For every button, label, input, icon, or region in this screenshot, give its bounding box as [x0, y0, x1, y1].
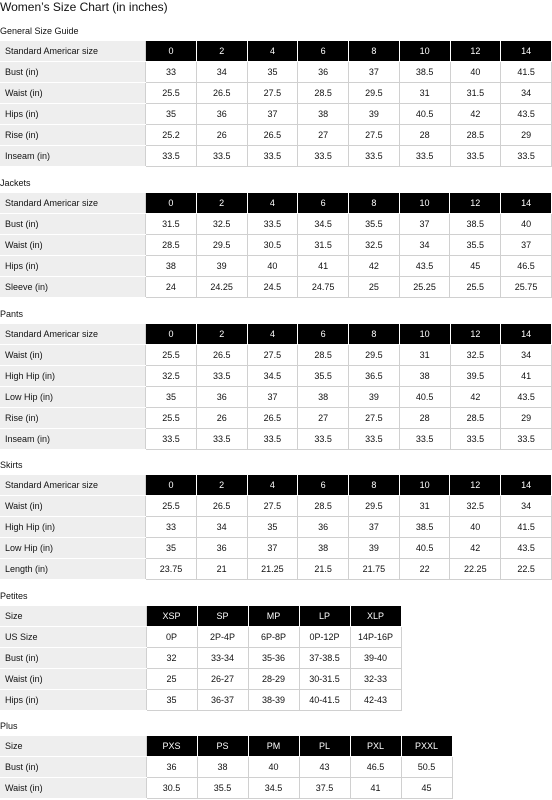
table-row	[0, 214, 552, 235]
skirts-section	[0, 459, 552, 580]
measurement-cell: 25.25	[399, 277, 450, 298]
size-header-cell: 2	[196, 193, 247, 214]
measurement-cell: 33.5	[247, 214, 298, 235]
measurement-cell: 36	[196, 387, 247, 408]
measurement-cell: 27.5	[247, 345, 298, 366]
row-label: Sleeve (in)	[0, 277, 146, 298]
measurement-cell: 43.5	[501, 387, 552, 408]
table-row	[0, 559, 552, 580]
measurement-cell: 35	[146, 538, 197, 559]
size-header-cell: 8	[349, 324, 400, 345]
size-header-cell: 0	[146, 41, 197, 62]
measurement-cell: 31	[399, 496, 450, 517]
measurement-cell: 43.5	[501, 538, 552, 559]
size-header-cell: PXL	[350, 736, 401, 757]
measurement-cell: 34.5	[298, 214, 349, 235]
measurement-cell: 32.5	[450, 345, 501, 366]
measurement-cell: 33.5	[450, 429, 501, 450]
table-row	[0, 408, 552, 429]
plus-section	[0, 720, 552, 799]
measurement-cell: 40-41.5	[299, 690, 350, 711]
size-header-cell: 10	[399, 475, 450, 496]
measurement-cell: 32-33	[350, 669, 401, 690]
measurement-cell: 33.5	[196, 146, 247, 167]
measurement-cell: 38	[197, 757, 248, 778]
measurement-cell: 22.25	[450, 559, 501, 580]
measurement-cell: 35	[146, 690, 197, 711]
measurement-cell: 33-34	[197, 648, 248, 669]
size-header-cell: PS	[197, 736, 248, 757]
measurement-cell: 31	[399, 345, 450, 366]
measurement-cell: 33.5	[146, 146, 197, 167]
measurement-cell: 34.5	[248, 778, 299, 799]
row-label: Hips (in)	[0, 690, 146, 711]
measurement-cell: 33.5	[298, 429, 349, 450]
measurement-cell: 26	[196, 125, 247, 146]
measurement-cell: 36-37	[197, 690, 248, 711]
size-table	[0, 324, 552, 450]
row-label: High Hip (in)	[0, 366, 146, 387]
table-header-row	[0, 193, 552, 214]
measurement-cell: 26-27	[197, 669, 248, 690]
table-header-row	[0, 324, 552, 345]
measurement-cell: 32	[146, 648, 197, 669]
measurement-cell: 38-39	[248, 690, 299, 711]
size-header-cell: 0	[146, 324, 197, 345]
measurement-cell: 37	[348, 517, 399, 538]
size-header-cell: 10	[399, 193, 450, 214]
measurement-cell: 36	[298, 62, 349, 83]
size-header-cell: 4	[247, 193, 298, 214]
size-header-cell: 8	[349, 41, 400, 62]
measurement-cell: 25	[348, 277, 399, 298]
table-row	[0, 146, 552, 167]
measurement-cell: 14P-16P	[350, 627, 401, 648]
measurement-cell: 41.5	[501, 62, 552, 83]
measurement-cell: 38	[298, 104, 349, 125]
measurement-cell: 24.5	[247, 277, 298, 298]
measurement-cell: 25.5	[146, 345, 197, 366]
measurement-cell: 28.5	[450, 408, 501, 429]
row-label: Waist (in)	[0, 496, 146, 517]
row-label: US Size	[0, 627, 146, 648]
measurement-cell: 29	[501, 125, 552, 146]
measurement-cell: 25.5	[450, 277, 501, 298]
size-header-cell: 10	[399, 41, 450, 62]
measurement-cell: 40	[248, 757, 299, 778]
measurement-cell: 41.5	[501, 517, 552, 538]
table-row	[0, 648, 401, 669]
measurement-cell: 22	[399, 559, 450, 580]
measurement-cell: 27.5	[349, 125, 400, 146]
table-row	[0, 757, 452, 778]
size-header-cell: 2	[196, 324, 247, 345]
measurement-cell: 37	[501, 235, 552, 256]
measurement-cell: 29	[501, 408, 552, 429]
measurement-cell: 26.5	[247, 408, 298, 429]
section-title: Skirts	[0, 460, 23, 470]
measurement-cell: 27.5	[247, 496, 298, 517]
row-label: Waist (in)	[0, 235, 146, 256]
row-label: Inseam (in)	[0, 429, 146, 450]
page-title: Women’s Size Chart (in inches)	[0, 0, 168, 14]
size-header-cell: 8	[348, 193, 399, 214]
measurement-cell: 35.5	[298, 366, 349, 387]
measurement-cell: 26.5	[247, 125, 298, 146]
measurement-cell: 26.5	[196, 496, 247, 517]
measurement-cell: 35-36	[248, 648, 299, 669]
table-row	[0, 125, 552, 146]
table-row	[0, 387, 552, 408]
measurement-cell: 36	[196, 104, 247, 125]
table-header-row	[0, 606, 401, 627]
measurement-cell: 25.2	[146, 125, 197, 146]
measurement-cell: 31.5	[146, 214, 197, 235]
measurement-cell: 28.5	[146, 235, 197, 256]
measurement-cell: 30-31.5	[299, 669, 350, 690]
measurement-cell: 35.5	[197, 778, 248, 799]
measurement-cell: 39.5	[450, 366, 501, 387]
measurement-cell: 34	[196, 62, 247, 83]
measurement-cell: 38	[298, 387, 349, 408]
measurement-cell: 39	[349, 387, 400, 408]
table-row	[0, 366, 552, 387]
measurement-cell: 40	[247, 256, 298, 277]
measurement-cell: 46.5	[350, 757, 401, 778]
measurement-cell: 33	[146, 62, 197, 83]
measurement-cell: 24	[146, 277, 197, 298]
measurement-cell: 29.5	[196, 235, 247, 256]
size-header-cell: LP	[299, 606, 350, 627]
size-header-cell: 0	[146, 475, 197, 496]
size-header-cell: 2	[196, 475, 247, 496]
measurement-cell: 37-38.5	[299, 648, 350, 669]
measurement-cell: 38.5	[399, 517, 450, 538]
measurement-cell: 37	[247, 538, 298, 559]
table-row	[0, 345, 552, 366]
measurement-cell: 22.5	[501, 559, 552, 580]
measurement-cell: 6P-8P	[248, 627, 299, 648]
row-label: Waist (in)	[0, 669, 146, 690]
table-row	[0, 669, 401, 690]
measurement-cell: 40.5	[399, 538, 450, 559]
measurement-cell: 35.5	[450, 235, 501, 256]
row-label: Length (in)	[0, 559, 146, 580]
measurement-cell: 33.5	[196, 429, 247, 450]
measurement-cell: 37	[247, 387, 298, 408]
size-header-cell: 8	[348, 475, 399, 496]
measurement-cell: 37	[349, 62, 400, 83]
measurement-cell: 26.5	[196, 345, 247, 366]
measurement-cell: 42	[348, 256, 399, 277]
measurement-cell: 21.25	[247, 559, 298, 580]
measurement-cell: 39	[349, 104, 400, 125]
table-row	[0, 517, 552, 538]
measurement-cell: 32.5	[450, 496, 501, 517]
measurement-cell: 27	[298, 125, 349, 146]
size-header-cell: 12	[450, 41, 501, 62]
size-header-cell: 14	[501, 475, 552, 496]
measurement-cell: 41	[501, 366, 552, 387]
measurement-cell: 50.5	[401, 757, 452, 778]
measurement-cell: 38	[399, 366, 450, 387]
measurement-cell: 35	[146, 387, 197, 408]
row-label: Waist (in)	[0, 83, 146, 104]
measurement-cell: 33.5	[501, 146, 552, 167]
header-label: Size	[0, 606, 146, 627]
measurement-cell: 33.5	[247, 429, 298, 450]
row-label: High Hip (in)	[0, 517, 146, 538]
measurement-cell: 33.5	[450, 146, 501, 167]
table-row	[0, 235, 552, 256]
row-label: Waist (in)	[0, 345, 146, 366]
header-label: Standard Americar size	[0, 41, 146, 62]
measurement-cell: 30.5	[247, 235, 298, 256]
measurement-cell: 37	[399, 214, 450, 235]
measurement-cell: 28.5	[298, 83, 349, 104]
section-title: General Size Guide	[0, 26, 79, 36]
measurement-cell: 33.5	[399, 146, 450, 167]
measurement-cell: 40.5	[399, 387, 450, 408]
size-header-cell: 12	[450, 193, 501, 214]
measurement-cell: 34	[501, 83, 552, 104]
size-table	[0, 606, 402, 711]
table-row	[0, 690, 401, 711]
section-title: Plus	[0, 721, 18, 731]
pants-section	[0, 308, 552, 450]
row-label: Low Hip (in)	[0, 387, 146, 408]
measurement-cell: 24.25	[196, 277, 247, 298]
measurement-cell: 35	[247, 62, 298, 83]
row-label: Bust (in)	[0, 62, 146, 83]
measurement-cell: 2P-4P	[197, 627, 248, 648]
measurement-cell: 43.5	[501, 104, 552, 125]
measurement-cell: 34	[196, 517, 247, 538]
size-header-cell: 6	[298, 475, 349, 496]
measurement-cell: 33.5	[247, 146, 298, 167]
measurement-cell: 29.5	[348, 496, 399, 517]
table-row	[0, 62, 552, 83]
size-header-cell: 0	[146, 193, 197, 214]
table-row	[0, 778, 452, 799]
measurement-cell: 32.5	[348, 235, 399, 256]
measurement-cell: 28.5	[450, 125, 501, 146]
size-header-cell: 14	[501, 324, 552, 345]
measurement-cell: 21.5	[298, 559, 349, 580]
measurement-cell: 40	[501, 214, 552, 235]
measurement-cell: 28	[399, 408, 450, 429]
size-header-cell: 6	[298, 324, 349, 345]
size-table	[0, 193, 552, 298]
measurement-cell: 29.5	[349, 345, 400, 366]
measurement-cell: 45	[401, 778, 452, 799]
measurement-cell: 35	[247, 517, 298, 538]
table-row	[0, 627, 401, 648]
table-header-row	[0, 736, 452, 757]
size-header-cell: XSP	[146, 606, 197, 627]
measurement-cell: 33.5	[196, 366, 247, 387]
measurement-cell: 28-29	[248, 669, 299, 690]
measurement-cell: 25	[146, 669, 197, 690]
table-row	[0, 429, 552, 450]
table-row	[0, 277, 552, 298]
measurement-cell: 35	[146, 104, 197, 125]
measurement-cell: 25.5	[146, 496, 197, 517]
section-title: Pants	[0, 309, 24, 319]
size-header-cell: 12	[450, 324, 501, 345]
section-title: Jackets	[0, 178, 31, 188]
row-label: Waist (in)	[0, 778, 146, 799]
size-header-cell: 12	[450, 475, 501, 496]
size-header-cell: 14	[501, 41, 552, 62]
measurement-cell: 40.5	[399, 104, 450, 125]
measurement-cell: 40	[450, 517, 501, 538]
measurement-cell: 0P-12P	[299, 627, 350, 648]
measurement-cell: 23.75	[146, 559, 197, 580]
measurement-cell: 26	[196, 408, 247, 429]
measurement-cell: 41	[350, 778, 401, 799]
size-header-cell: 4	[247, 475, 298, 496]
header-label: Standard Americar size	[0, 475, 146, 496]
size-header-cell: 6	[298, 41, 349, 62]
measurement-cell: 38	[146, 256, 197, 277]
measurement-cell: 31.5	[298, 235, 349, 256]
measurement-cell: 30.5	[146, 778, 197, 799]
measurement-cell: 45	[450, 256, 501, 277]
measurement-cell: 27	[298, 408, 349, 429]
row-label: Hips (in)	[0, 256, 146, 277]
size-header-cell: SP	[197, 606, 248, 627]
size-header-cell: 6	[298, 193, 349, 214]
petites-section	[0, 590, 552, 711]
measurement-cell: 39	[196, 256, 247, 277]
measurement-cell: 36	[298, 517, 349, 538]
size-header-cell: PM	[248, 736, 299, 757]
measurement-cell: 39	[348, 538, 399, 559]
measurement-cell: 38	[298, 538, 349, 559]
measurement-cell: 33.5	[349, 146, 400, 167]
measurement-cell: 31	[399, 83, 450, 104]
measurement-cell: 33	[146, 517, 197, 538]
header-label: Standard Americar size	[0, 193, 146, 214]
measurement-cell: 25.5	[146, 83, 197, 104]
size-header-cell: 10	[399, 324, 450, 345]
measurement-cell: 32.5	[196, 214, 247, 235]
row-label: Bust (in)	[0, 214, 146, 235]
size-table	[0, 41, 552, 167]
measurement-cell: 43	[299, 757, 350, 778]
measurement-cell: 42	[450, 538, 501, 559]
measurement-cell: 42	[450, 387, 501, 408]
measurement-cell: 38.5	[450, 214, 501, 235]
measurement-cell: 37.5	[299, 778, 350, 799]
size-header-cell: XLP	[350, 606, 401, 627]
measurement-cell: 41	[298, 256, 349, 277]
table-row	[0, 83, 552, 104]
measurement-cell: 25.5	[146, 408, 197, 429]
row-label: Rise (in)	[0, 408, 146, 429]
measurement-cell: 28	[399, 125, 450, 146]
measurement-cell: 46.5	[501, 256, 552, 277]
measurement-cell: 28.5	[298, 345, 349, 366]
table-header-row	[0, 41, 552, 62]
measurement-cell: 33.5	[298, 146, 349, 167]
measurement-cell: 34.5	[247, 366, 298, 387]
measurement-cell: 36	[146, 757, 197, 778]
measurement-cell: 25.75	[501, 277, 552, 298]
row-label: Inseam (in)	[0, 146, 146, 167]
measurement-cell: 36	[196, 538, 247, 559]
measurement-cell: 33.5	[399, 429, 450, 450]
measurement-cell: 43.5	[399, 256, 450, 277]
row-label: Rise (in)	[0, 125, 146, 146]
measurement-cell: 34	[501, 345, 552, 366]
measurement-cell: 42	[450, 104, 501, 125]
measurement-cell: 33.5	[501, 429, 552, 450]
jackets-section	[0, 177, 552, 298]
size-table	[0, 736, 453, 799]
table-row	[0, 496, 552, 517]
row-label: Bust (in)	[0, 757, 146, 778]
header-label: Standard Americar size	[0, 324, 146, 345]
size-header-cell: 14	[501, 193, 552, 214]
measurement-cell: 27.5	[349, 408, 400, 429]
size-header-cell: 4	[247, 324, 298, 345]
size-header-cell: 4	[247, 41, 298, 62]
measurement-cell: 29.5	[349, 83, 400, 104]
table-header-row	[0, 475, 552, 496]
measurement-cell: 38.5	[399, 62, 450, 83]
measurement-cell: 33.5	[146, 429, 197, 450]
measurement-cell: 40	[450, 62, 501, 83]
table-row	[0, 104, 552, 125]
table-row	[0, 538, 552, 559]
measurement-cell: 21.75	[348, 559, 399, 580]
measurement-cell: 42-43	[350, 690, 401, 711]
measurement-cell: 26.5	[196, 83, 247, 104]
size-header-cell: MP	[248, 606, 299, 627]
measurement-cell: 35.5	[348, 214, 399, 235]
measurement-cell: 36.5	[349, 366, 400, 387]
row-label: Low Hip (in)	[0, 538, 146, 559]
measurement-cell: 27.5	[247, 83, 298, 104]
measurement-cell: 34	[501, 496, 552, 517]
table-row	[0, 256, 552, 277]
header-label: Size	[0, 736, 146, 757]
measurement-cell: 33.5	[349, 429, 400, 450]
row-label: Bust (in)	[0, 648, 146, 669]
measurement-cell: 24.75	[298, 277, 349, 298]
size-header-cell: PL	[299, 736, 350, 757]
measurement-cell: 0P	[146, 627, 197, 648]
measurement-cell: 32.5	[146, 366, 197, 387]
section-title: Petites	[0, 591, 28, 601]
measurement-cell: 39-40	[350, 648, 401, 669]
measurement-cell: 37	[247, 104, 298, 125]
measurement-cell: 28.5	[298, 496, 349, 517]
measurement-cell: 31.5	[450, 83, 501, 104]
size-header-cell: PXS	[146, 736, 197, 757]
size-table	[0, 475, 552, 580]
row-label: Hips (in)	[0, 104, 146, 125]
size-header-cell: PXXL	[401, 736, 452, 757]
measurement-cell: 21	[196, 559, 247, 580]
size-header-cell: 2	[196, 41, 247, 62]
measurement-cell: 34	[399, 235, 450, 256]
size-guide-section	[0, 25, 552, 167]
